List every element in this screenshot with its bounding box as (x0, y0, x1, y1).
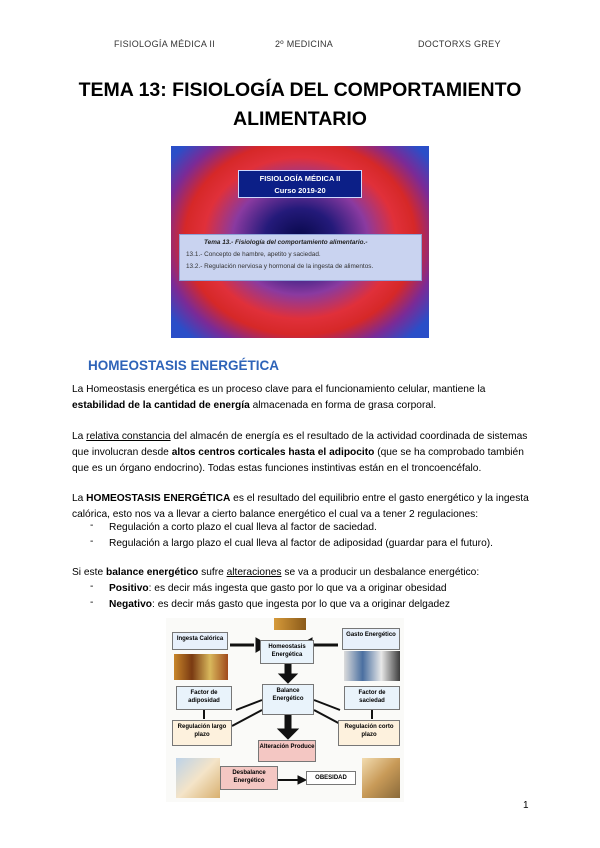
header-center: 2º MEDICINA (275, 39, 334, 49)
slide-course-year: Curso 2019-20 (274, 186, 326, 195)
slide-course-name: FISIOLOGÍA MÉDICA II (259, 174, 341, 183)
balance-box: Balance Energético (262, 684, 314, 715)
page-number: 1 (523, 800, 529, 811)
header-right: DOCTORXS GREY (418, 39, 501, 49)
title-line-2: ALIMENTARIO (233, 108, 367, 130)
slide-topic-item: 13.2.- Regulación nerviosa y hormonal de la ingesta de alimentos. (186, 263, 374, 270)
text-span: : es decir más ingesta que gasto por lo que va a originar obesidad (148, 583, 447, 594)
list-bullet: - (90, 520, 94, 531)
list-item (109, 597, 450, 613)
list-item: Regulación a corto plazo el cual lleva al factor de saciedad. (109, 522, 377, 533)
page-title (60, 76, 540, 134)
text-span: La (72, 431, 87, 442)
bold-text: altos centros corticales hasta el adipocito (171, 447, 375, 458)
paragraph-3 (72, 491, 532, 523)
arrow-shaft (285, 715, 291, 729)
obese-person-image (362, 758, 400, 798)
text-span: La (72, 493, 87, 504)
text-line (72, 398, 532, 414)
food-image (174, 654, 228, 680)
text-line: que es un órgano endocrino). Todas estas funciones instintivas están en el troncoencéfalo. (72, 463, 482, 474)
arrow-head (278, 729, 298, 739)
text-span: : es decir más gasto que ingesta por lo que va a originar delgadez (152, 599, 450, 610)
text-span: almacenada en forma de grasa corporal. (249, 400, 437, 411)
text-span: Si este (72, 567, 106, 578)
corto-plazo-box: Regulación corto plazo (338, 720, 400, 746)
underlined-text: relativa constancia (86, 431, 171, 442)
text-line (72, 445, 532, 461)
paragraph-1 (72, 382, 532, 414)
adiposidad-box: Factor de adiposidad (176, 686, 232, 710)
gasto-box: Gasto Energético (342, 628, 400, 650)
arrow-line (314, 700, 340, 710)
list-bullet: - (90, 536, 94, 547)
largo-plazo-box: Regulación largo plazo (172, 720, 232, 746)
bold-text: HOMEOSTASIS ENERGÉTICA (86, 493, 231, 504)
text-span: sufre (198, 567, 227, 578)
ingesta-box: Ingesta Calórica (172, 632, 228, 650)
text-span: (que se ha comprobado también (374, 447, 524, 458)
text-line: calórica, esto nos va a llevar a cierto balance energético el cual va a tener 2 regulaciones: (72, 509, 479, 520)
bold-text: balance energético (105, 567, 199, 578)
desbalance-box: Desbalance Energético (220, 766, 278, 790)
bold-text: Positivo (109, 583, 149, 594)
text-line (72, 429, 532, 445)
balance-scale-image (274, 618, 306, 630)
text-line (72, 565, 532, 581)
arrow-line (232, 710, 262, 726)
list-bullet: - (90, 581, 94, 592)
exercise-image (344, 651, 400, 681)
arrow-head (298, 776, 306, 784)
list-item (109, 581, 447, 597)
header-left: FISIOLOGÍA MÉDICA II (114, 39, 216, 49)
course-slide-image (171, 146, 429, 338)
text-span: se va a producir un desbalance energético: (281, 567, 480, 578)
text-span: que involucran desde (72, 447, 172, 458)
thin-person-image (176, 758, 220, 798)
slide-topic-title: Tema 13.- Fisiología del comportamiento alimentario.- (204, 239, 368, 246)
text-span: es el resultado del equilibrio entre el gasto energético y la ingesta (230, 493, 529, 504)
saciedad-box: Factor de saciedad (344, 686, 400, 710)
title-line-1: TEMA 13: FISIOLOGÍA DEL COMPORTAMIENTO (78, 79, 522, 101)
list-item: Regulación a largo plazo el cual lleva al factor de adiposidad (guardar para el futuro). (109, 538, 493, 549)
section-heading: HOMEOSTASIS ENERGÉTICA (88, 358, 280, 373)
obesidad-box: OBESIDAD (306, 771, 356, 785)
underlined-text: alteraciones (226, 567, 282, 578)
paragraph-4 (72, 565, 532, 581)
list-bullet: - (90, 597, 94, 608)
text-line (72, 491, 532, 507)
bold-text: Negativo (109, 599, 153, 610)
homeostasis-box: Homeostasis Energética (260, 640, 314, 664)
alteracion-box: Alteración Produce (258, 740, 316, 762)
energy-balance-diagram (166, 618, 404, 802)
arrow-shaft (285, 664, 291, 674)
slide-course-box (238, 170, 362, 198)
arrow-head (279, 674, 297, 683)
text-span: del almacén de energía es el resultado de la actividad coordinada de sistemas (170, 431, 528, 442)
arrow-line (236, 700, 262, 710)
bold-text: estabilidad de la cantidad de energía (72, 400, 250, 411)
text-line: La Homeostasis energética es un proceso clave para el funcionamiento celular, mantiene la (72, 384, 486, 395)
slide-topic-item: 13.1.- Concepto de hambre, apetito y saciedad. (186, 251, 321, 258)
paragraph-2 (72, 429, 532, 477)
slide-topic-box (179, 234, 422, 281)
